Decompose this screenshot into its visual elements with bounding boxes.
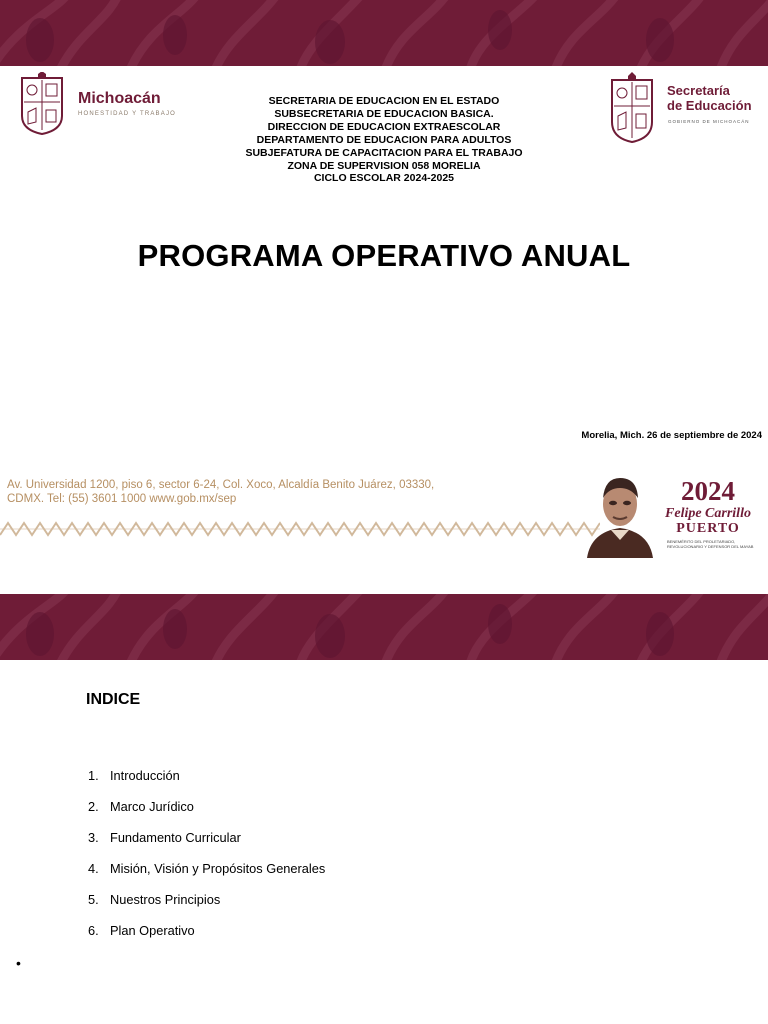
list-item-label: Plan Operativo <box>110 923 195 938</box>
mid-banner <box>0 594 768 660</box>
list-item <box>88 861 325 892</box>
list-item <box>88 768 325 799</box>
footer-address-line2: CDMX. Tel: (55) 3601 1000 www.gob.mx/sep <box>7 493 237 505</box>
year-surname: PUERTO <box>676 521 740 536</box>
list-item-number: 2. <box>88 799 99 814</box>
header-line: DEPARTAMENTO DE EDUCACION PARA ADULTOS <box>256 133 512 146</box>
index-list <box>88 768 325 954</box>
index-heading: INDICE <box>86 691 141 708</box>
list-item-number: 1. <box>88 768 99 783</box>
header-line: SUBJEFATURA DE CAPACITACION PARA EL TRABAJO <box>245 146 523 159</box>
banner-pattern <box>0 594 768 660</box>
header-line: SUBSECRETARIA DE EDUCACION BASICA. <box>274 107 494 120</box>
header-line: SECRETARIA DE EDUCACION EN EL ESTADO <box>268 95 500 107</box>
list-item-label: Fundamento Curricular <box>110 830 241 845</box>
list-item-label: Introducción <box>110 768 180 783</box>
michoacan-logo-title: Michoacán <box>78 90 161 107</box>
secretaria-logo-title-line1: Secretaría <box>667 83 730 98</box>
felipe-carrillo-portrait <box>585 472 655 558</box>
list-item <box>88 892 325 923</box>
list-item-label: Marco Jurídico <box>110 799 194 814</box>
secretaria-logo <box>608 72 766 144</box>
secretaria-logo-title-line2: de Educación <box>667 98 752 113</box>
michoacan-logo <box>18 72 183 138</box>
list-item <box>88 830 325 861</box>
trailing-bullet: • <box>16 955 21 971</box>
michoacan-shield-icon <box>18 72 66 136</box>
year-caption: BENEMÉRITO DEL PROLETARIADO, REVOLUCIONARIO Y DEFENSOR DEL MAYAB <box>667 539 754 549</box>
header-line: CICLO ESCOLAR 2024-2025 <box>313 172 455 185</box>
list-item-label: Misión, Visión y Propósitos Generales <box>110 861 326 876</box>
secretaria-logo-subtitle: GOBIERNO DE MICHOACÁN <box>668 119 750 124</box>
list-item-number: 4. <box>88 861 99 876</box>
list-item-number: 3. <box>88 830 99 845</box>
banner-pattern <box>0 0 768 66</box>
michoacan-logo-subtitle: HONESTIDAD Y TRABAJO <box>78 111 177 117</box>
year-name: Felipe Carrillo <box>665 506 751 521</box>
header-line: ZONA DE SUPERVISION 058 MORELIA <box>287 159 481 172</box>
list-item-number: 6. <box>88 923 99 938</box>
page-title: PROGRAMA OPERATIVO ANUAL <box>137 238 631 273</box>
felipe-carrillo-year-logo <box>653 476 763 549</box>
footer-address <box>7 478 434 506</box>
greca-band <box>0 517 600 541</box>
list-item <box>88 799 325 830</box>
list-item-number: 5. <box>88 892 99 907</box>
secretaria-logo-title <box>667 83 752 113</box>
secretaria-shield-icon <box>608 72 656 144</box>
date-line: Morelia, Mich. 26 de septiembre de 2024 <box>581 430 762 441</box>
header-line: DIRECCION DE EDUCACION EXTRAESCOLAR <box>267 120 501 133</box>
top-banner <box>0 0 768 66</box>
footer-address-line1: Av. Universidad 1200, piso 6, sector 6-24, Col. Xoco, Alcaldía Benito Juárez, 03330, <box>7 479 435 491</box>
list-item <box>88 923 325 954</box>
year-number: 2024 <box>681 476 735 506</box>
list-item-label: Nuestros Principios <box>110 892 221 907</box>
header-block <box>184 95 584 185</box>
